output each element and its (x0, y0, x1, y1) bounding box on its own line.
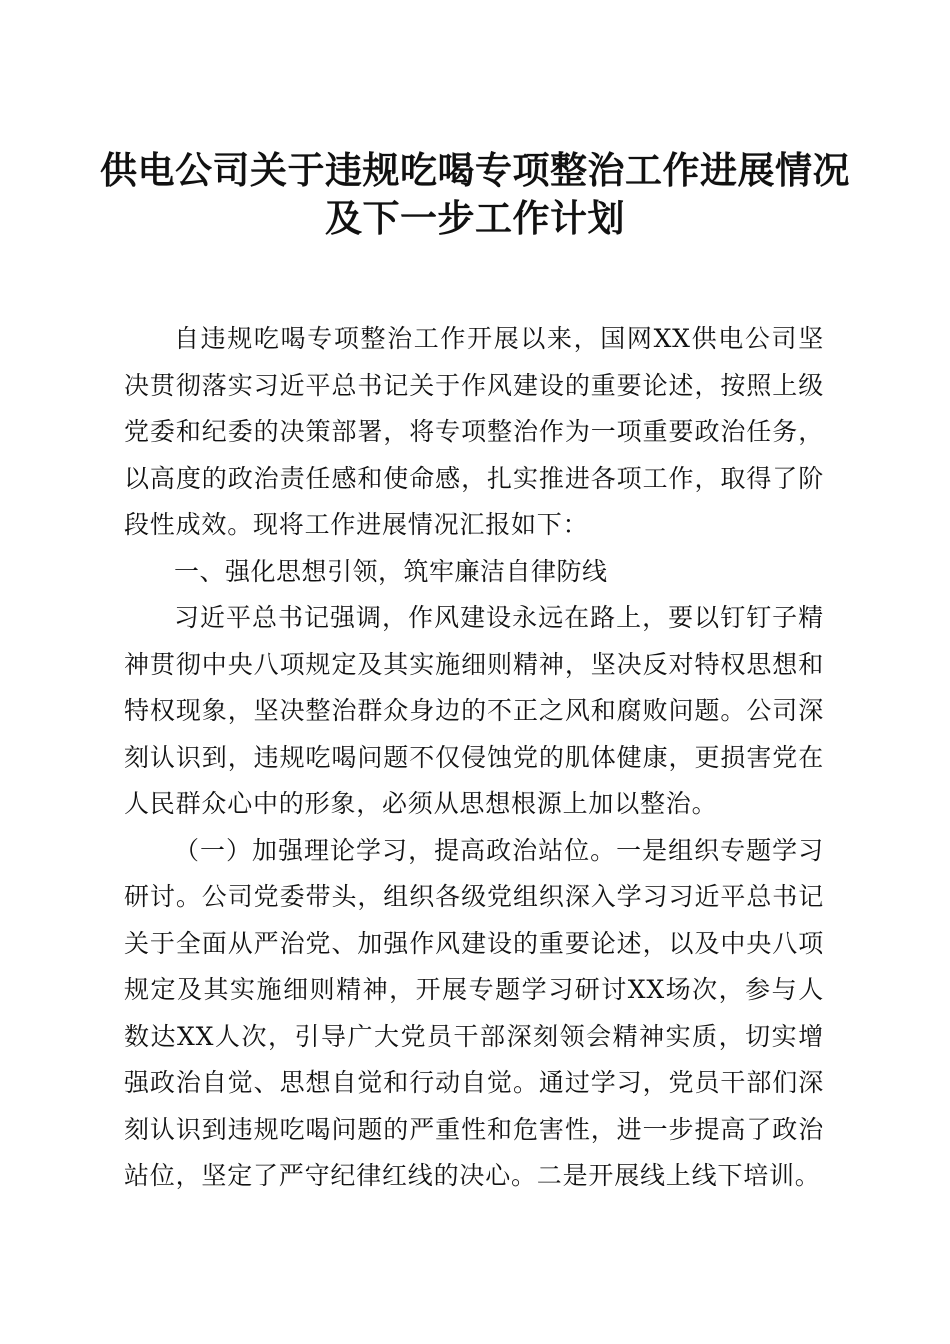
intro-paragraph: 自违规吃喝专项整治工作开展以来，国网XX供电公司坚决贯彻落实习近平总书记关于作风建设的重要论述，按照上级党委和纪委的决策部署，将专项整治作为一项重要政治任务，以高度的政治责任感和使命感，扎实推进各项工作，取得了阶段性成效。现将工作进展情况汇报如下： (124, 324, 824, 539)
title-line-2: 及下一步工作计划 (325, 196, 625, 240)
title-line-1: 供电公司关于违规吃喝专项整治工作进展情况 (100, 148, 850, 192)
document-body (124, 316, 824, 1200)
document-title (0, 146, 950, 242)
section-1-paragraph: 习近平总书记强调，作风建设永远在路上，要以钉钉子精神贯彻中央八项规定及其实施细则精神，坚决反对特权思想和特权现象，坚决整治群众身边的不正之风和腐败问题。公司深刻认识到，违规吃喝问题不仅侵蚀党的肌体健康，更损害党在人民群众心中的形象，必须从思想根源上加以整治。 (124, 603, 824, 818)
subsection-1-paragraph: （一）加强理论学习，提高政治站位。一是组织专题学习研讨。公司党委带头，组织各级党组织深入学习习近平总书记关于全面从严治党、加强作风建设的重要论述，以及中央八项规定及其实施细则精神，开展专题学习研讨XX场次，参与人数达XX人次，引导广大党员干部深刻领会精神实质，切实增强政治自觉、思想自觉和行动自觉。通过学习，党员干部们深刻认识到违规吃喝问题的严重性和危害性，进一步提高了政治站位，坚定了严守纪律红线的决心。二是开展线上线下培训。 (124, 835, 824, 1190)
section-heading-1: 一、强化思想引领，筑牢廉洁自律防线 (174, 556, 608, 586)
